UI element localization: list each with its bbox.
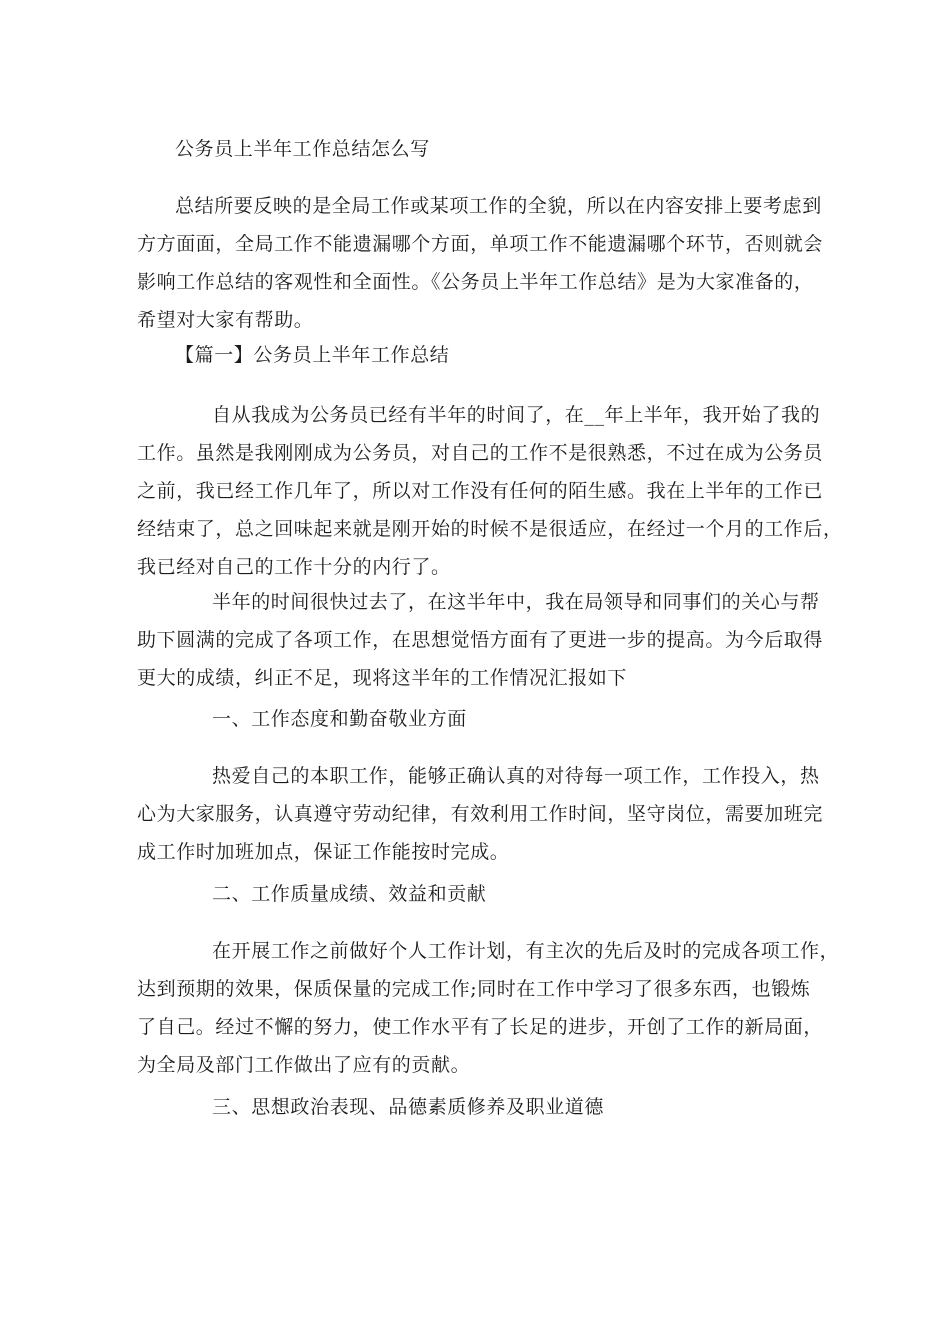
heading-1: 一、工作态度和勤奋敬业方面 [212, 708, 467, 730]
paragraph-line: 之前，我已经工作几年了，所以对工作没有任何的陌生感。我在上半年的工作已 [137, 480, 824, 502]
intro-line: 希望对大家有帮助。 [137, 309, 314, 331]
paragraph-line: 经结束了，总之回味起来就是刚开始的时候不是很适应，在经过一个月的工作后， [137, 518, 843, 540]
paragraph-line: 助下圆满的完成了各项工作，在思想觉悟方面有了更进一步的提高。为今后取得 [137, 629, 824, 651]
intro-line: 影响工作总结的客观性和全面性。《公务员上半年工作总结》是为大家准备的， [137, 271, 814, 293]
paragraph-line: 达到预期的效果，保质保量的完成工作;同时在工作中学习了很多东西，也锻炼 [137, 978, 811, 1000]
section-title: 【篇一】公务员上半年工作总结 [175, 344, 450, 366]
paragraph-4 [137, 932, 839, 1084]
paragraph-line: 自从我成为公务员已经有半年的时间了，在__年上半年，我开始了我的 [212, 404, 821, 426]
paragraph-line: 更大的成绩，纠正不足，现将这半年的工作情况汇报如下 [137, 667, 628, 689]
paragraph-2 [137, 583, 823, 697]
paragraph-line: 成工作时加班加点，保证工作能按时完成。 [137, 841, 510, 863]
paragraph-line: 为全局及部门工作做出了应有的贡献。 [137, 1054, 471, 1076]
paragraph-line: 在开展工作之前做好个人工作计划，有主次的先后及时的完成各项工作， [212, 940, 840, 962]
paragraph-line: 热爱自己的本职工作，能够正确认真的对待每一项工作，工作投入，热 [212, 765, 820, 787]
paragraph-3 [137, 757, 823, 871]
heading-3: 三、思想政治表现、品德素质修养及职业道德 [212, 1096, 605, 1118]
intro-line: 总结所要反映的是全局工作或某项工作的全貌，所以在内容安排上要考虑到 [175, 195, 822, 217]
paragraph-1 [137, 396, 843, 586]
intro-paragraph [137, 187, 823, 339]
heading-2: 二、工作质量成绩、效益和贡献 [212, 883, 487, 905]
paragraph-line: 工作。虽然是我刚刚成为公务员，对自己的工作不是很熟悉，不过在成为公务员 [137, 442, 824, 464]
document-title: 公务员上半年工作总结怎么写 [175, 138, 430, 160]
paragraph-line: 半年的时间很快过去了，在这半年中，我在局领导和同事们的关心与帮 [212, 591, 820, 613]
paragraph-line: 了自己。经过不懈的努力，使工作水平有了长足的进步，开创了工作的新局面， [137, 1016, 824, 1038]
paragraph-line: 心为大家服务，认真遵守劳动纪律，有效利用工作时间，坚守岗位，需要加班完 [137, 803, 824, 825]
intro-line: 方方面面，全局工作不能遗漏哪个方面，单项工作不能遗漏哪个环节，否则就会 [137, 233, 824, 255]
paragraph-line: 我已经对自己的工作十分的内行了。 [137, 556, 451, 578]
